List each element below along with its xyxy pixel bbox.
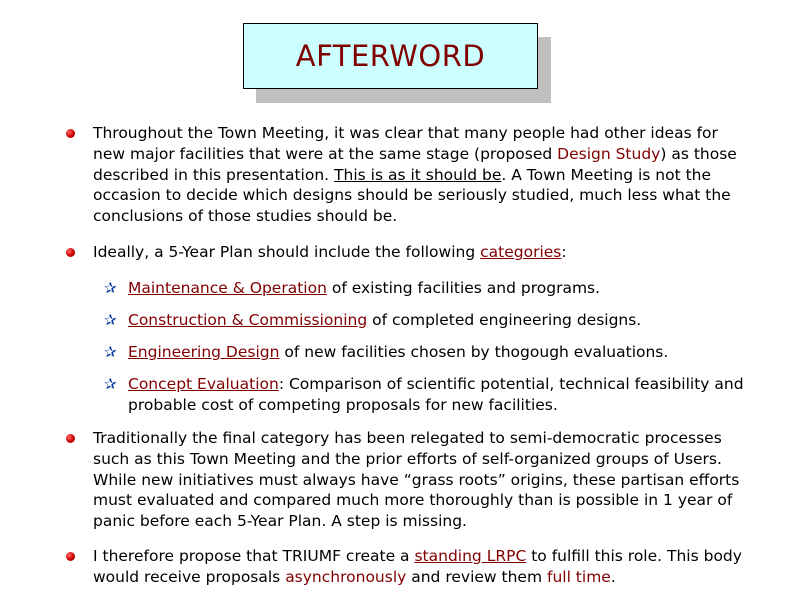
bullet-text: : xyxy=(561,243,567,261)
concept-link[interactable]: Concept Evaluation xyxy=(128,375,279,393)
star-icon: ✰ xyxy=(104,311,117,329)
bullet-item-proposal xyxy=(93,546,753,588)
slide-title: AFTERWORD xyxy=(243,23,538,89)
bullet-text: . A Town Meeting is not the occasion to decide which designs should be seriously studied, much less what the conclusions of those studies should be. xyxy=(93,165,731,226)
bullet-text: I therefore propose that TRIUMF create a xyxy=(93,547,415,565)
red-sphere-bullet-icon xyxy=(66,434,75,443)
category-item-concept xyxy=(104,374,753,416)
categories-link[interactable]: categories xyxy=(480,243,562,261)
standing-lrpc-link[interactable]: standing LRPC xyxy=(414,547,527,565)
full-time-highlight: full time xyxy=(546,567,611,586)
bullet-text: Traditionally the final category has been relegated to semi-democratic processes such as this Town Meeting and the prior efforts of self-organized groups of Users. While new initiatives must always have “grass roots” origins, these partisan efforts must evaluated and compared much more thoroughly than is possible in 1 year of panic before each 5-Year Plan. A step is missing. xyxy=(93,429,740,531)
design-study-highlight: Design Study xyxy=(557,144,661,163)
bullet-text: ) as those described in this presentation. xyxy=(93,144,737,184)
category-item-engineering xyxy=(104,342,753,363)
category-text: of new facilities chosen by thogough evaluations. xyxy=(279,343,669,361)
bullet-item-categories xyxy=(93,242,753,263)
bullet-item-town-meeting xyxy=(93,123,753,227)
engineering-link[interactable]: Engineering Design xyxy=(128,343,280,361)
star-icon: ✰ xyxy=(104,343,117,361)
bullet-text: . xyxy=(610,567,616,586)
bullet-text: Throughout the Town Meeting, it was clear that many people had other ideas for new major facilities that were at the same stage (proposed xyxy=(93,124,718,163)
bullet-text: to fulfill this role. This body would receive proposals xyxy=(93,547,742,586)
star-icon: ✰ xyxy=(104,375,117,393)
category-item-construction xyxy=(104,310,753,331)
title-container xyxy=(243,23,538,89)
bullet-text: and review them xyxy=(406,567,547,586)
bullet-text: Ideally, a 5-Year Plan should include the following xyxy=(93,243,481,261)
maintenance-link[interactable]: Maintenance & Operation xyxy=(128,279,327,297)
star-icon: ✰ xyxy=(104,279,117,297)
underlined-phrase: This is as it should be xyxy=(334,165,502,184)
asynchronously-highlight: asynchronously xyxy=(285,567,407,586)
red-sphere-bullet-icon xyxy=(66,552,75,561)
category-item-maintenance xyxy=(104,278,753,299)
category-text: of completed engineering designs. xyxy=(367,311,642,329)
category-text: : Comparison of scientific potential, technical feasibility and probable cost of competing proposals for new facilities. xyxy=(128,375,744,414)
construction-link[interactable]: Construction & Commissioning xyxy=(128,311,368,329)
red-sphere-bullet-icon xyxy=(66,248,75,257)
red-sphere-bullet-icon xyxy=(66,129,75,138)
category-text: of existing facilities and programs. xyxy=(326,279,601,297)
bullet-item-traditionally xyxy=(93,428,753,532)
